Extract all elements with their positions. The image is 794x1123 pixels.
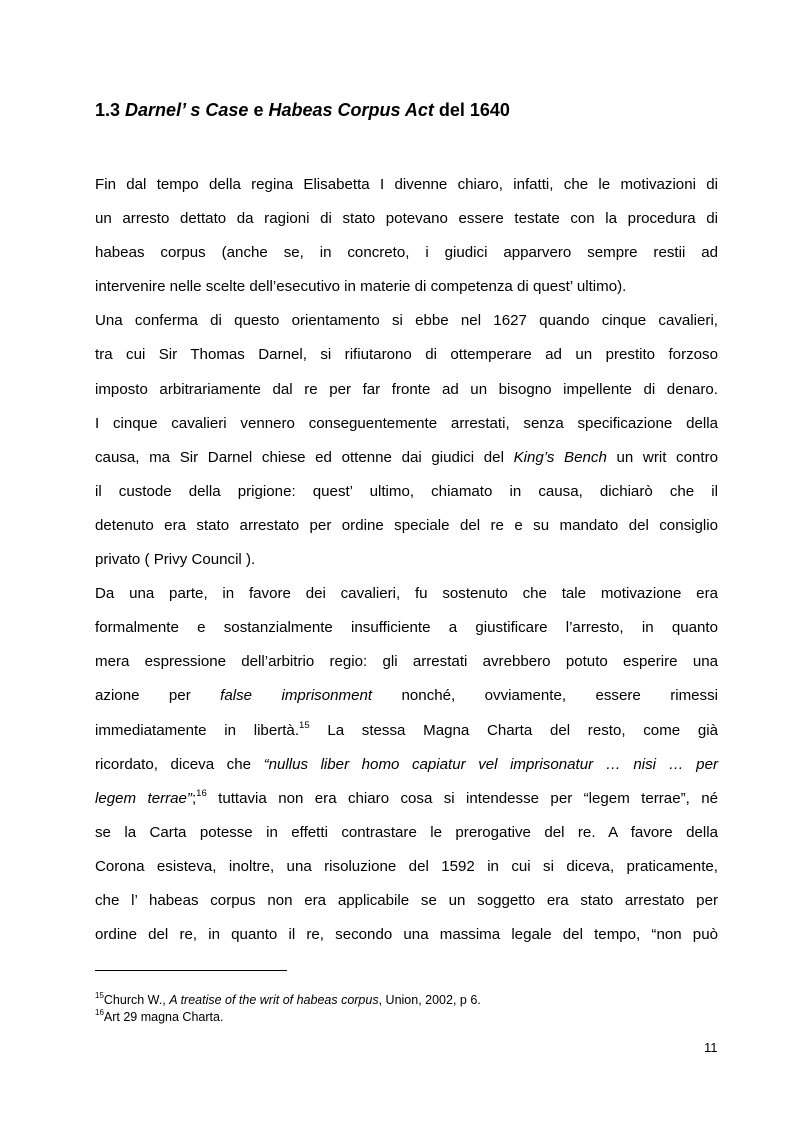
body-line: ordine del re, in quanto il re, secondo una massima legale del tempo, “non può [95,926,718,944]
footnote-title-italic: A treatise of the writ of habeas corpus [169,993,379,1007]
text-run [95,719,310,739]
footnote-text: Art 29 magna Charta. [103,1010,224,1024]
footnote-number: 16 [95,1008,104,1018]
body-line: se la Carta potesse in effetti contrastare le prerogative del re. A favore della [95,823,718,841]
body-line: mera espressione dell’arbitrio regio: gli arrestati avrebbero potuto esperire una [95,653,718,671]
heading-act-name: Habeas Corpus Act [268,100,434,120]
body-line: habeas corpus (anche se, in concreto, i giudici apparvero sempre restii ad [95,244,718,262]
body-line [95,714,718,748]
body-line [95,441,718,475]
text-run: tuttavia non era chiaro cosa si intendesse per “legem terrae”, né [218,789,718,807]
footnote-text: Church W., [103,993,166,1007]
body-line: detenuto era stato arrestato per ordine speciale del re e su mandato del consiglio [95,516,718,534]
body-line: il custode della prigione: quest’ ultimo, chiamato in causa, dichiarò che il [95,482,718,500]
text-run [95,787,207,807]
footnotes [95,992,481,1026]
body-text [95,168,718,952]
footnote-text: , Union, 2002, p 6. [378,993,481,1007]
body-line [95,679,718,713]
body-line: Fin dal tempo della regina Elisabetta I divenne chiaro, infatti, che le motivazioni di [95,176,718,193]
body-line: I cinque cavalieri vennero conseguentemente arrestati, senza specificazione della [95,414,718,432]
text-run: nonché, ovviamente, essere rimessi [401,687,718,705]
body-line: Una conferma di questo orientamento si ebbe nel 1627 quando cinque cavalieri, [95,312,718,330]
body-line [95,748,718,782]
text-run: La stessa Magna Charta del resto, come già [327,721,718,739]
body-line: un arresto dettato da ragioni di stato potevano essere testate con la procedura di [95,210,718,228]
footnote-number: 15 [95,991,104,1001]
text-run: ; [191,789,197,807]
body-line: che l’ habeas corpus non era applicabile se un soggetto era stato arrestato per [95,891,718,909]
body-line: Corona esisteva, inoltre, una risoluzione del 1592 in cui si diceva, praticamente, [95,857,718,875]
kings-bench-italic: King’s Bench [513,448,607,466]
heading-conjunction: e [253,100,264,120]
footnote-separator [95,970,287,971]
latin-quote-italic: “nullus liber homo capiatur vel imprisonatur … nisi … per [263,755,718,773]
text-run: immediatamente in libertà. [95,721,300,739]
body-line: intervenire nelle scelte dell’esecutivo in materie di competenza di quest’ ultimo). [95,278,627,296]
page-number: 11 [704,1040,718,1055]
body-line [95,782,718,816]
footnote-15 [95,992,481,1009]
text-run: un writ contro [616,448,718,466]
text-run: ricordato, diceva che [95,755,251,773]
heading-case-name: Darnel’ s Case [125,100,249,120]
body-line: Da una parte, in favore dei cavalieri, fu sostenuto che tale motivazione era [95,585,718,603]
body-line: imposto arbitrariamente dal re per far fronte ad un bisogno impellente di denaro. [95,380,718,398]
heading-tail: del 1640 [438,100,510,120]
footnote-16 [95,1009,481,1026]
body-line: formalmente e sostanzialmente insufficiente a giustificare l’arresto, in quanto [95,619,718,637]
footnote-ref-15[interactable]: 15 [299,719,310,731]
body-line: tra cui Sir Thomas Darnel, si rifiutarono di ottemperare ad un prestito forzoso [95,346,718,364]
latin-quote-italic: legem terrae” [95,789,192,807]
body-line: privato ( Privy Council ). [95,551,256,569]
section-number: 1.3 [95,100,121,120]
text-run: azione per [95,687,191,705]
footnote-ref-16[interactable]: 16 [196,787,207,799]
false-imprisonment-italic: false imprisonment [220,687,373,705]
text-run: causa, ma Sir Darnel chiese ed ottenne dai giudici del [95,448,504,466]
section-heading [95,96,510,124]
